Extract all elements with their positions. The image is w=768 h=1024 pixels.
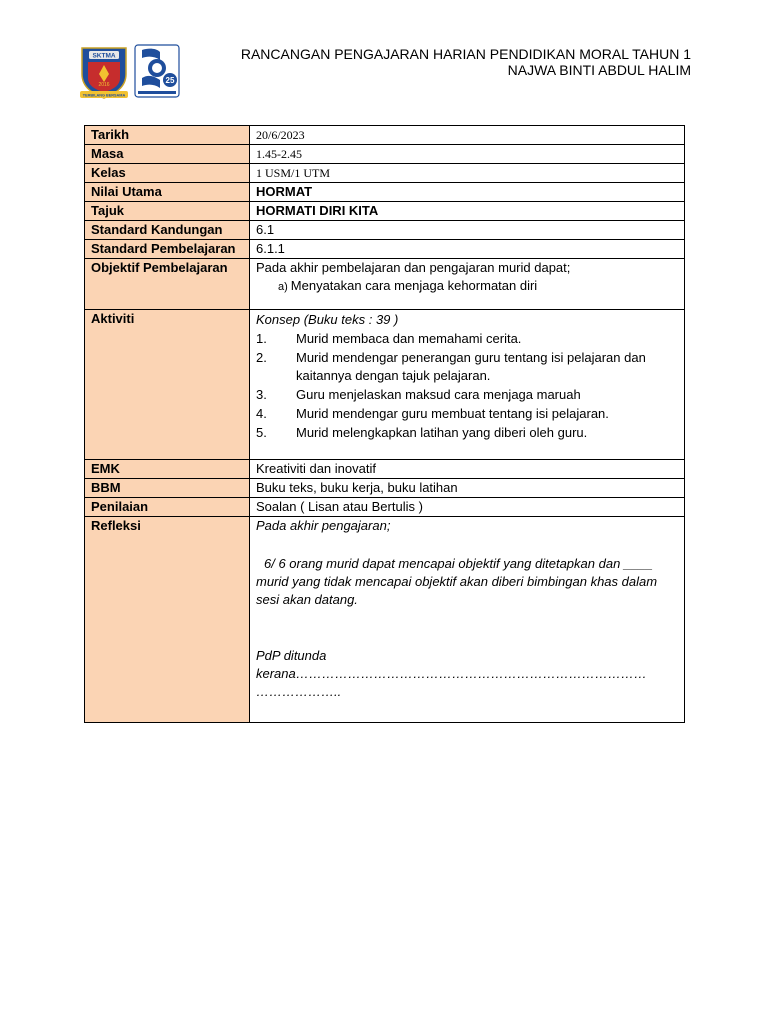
list-item-number: 2.: [256, 350, 267, 365]
refleksi-intro: Pada akhir pengajaran;: [256, 518, 391, 533]
list-item: [256, 405, 684, 423]
label-tajuk: Tajuk: [85, 202, 250, 221]
logo-25-number: 25: [165, 76, 175, 85]
document-title: RANCANGAN PENGAJARAN HARIAN PENDIDIKAN MORAL TAHUN 1: [240, 46, 691, 62]
label-refleksi: Refleksi: [85, 517, 250, 723]
anniversary-25-logo: [134, 44, 180, 98]
label-standard-pembelajaran: Standard Pembelajaran: [85, 240, 250, 259]
value-aktiviti: [250, 310, 685, 460]
value-emk: Kreativiti dan inovatif: [250, 460, 685, 479]
list-item-number: 1.: [256, 331, 267, 346]
value-tarikh: 20/6/2023: [250, 126, 685, 145]
list-item-text: Murid mendengar penerangan guru tentang isi pelajaran dan kaitannya dengan tajuk pelajaran.: [296, 350, 646, 383]
list-item: [256, 386, 684, 404]
row-standard-kandungan: [85, 221, 685, 240]
objektif-item-text: Menyatakan cara menjaga kehormatan diri: [290, 278, 538, 293]
sktma-school-logo: [80, 44, 128, 100]
row-kelas: [85, 164, 685, 183]
row-tarikh: [85, 126, 685, 145]
document-header: [241, 46, 691, 78]
value-tajuk: HORMATI DIRI KITA: [250, 202, 685, 221]
label-bbm: BBM: [85, 479, 250, 498]
value-objektif: [250, 259, 685, 310]
label-tarikh: Tarikh: [85, 126, 250, 145]
row-refleksi: [85, 517, 685, 723]
teacher-name: NAJWA BINTI ABDUL HALIM: [507, 62, 691, 78]
label-kelas: Kelas: [85, 164, 250, 183]
value-standard-kandungan: 6.1: [250, 221, 685, 240]
value-standard-pembelajaran: 6.1.1: [250, 240, 685, 259]
row-penilaian: [85, 498, 685, 517]
list-item-text: Guru menjelaskan maksud cara menjaga maruah: [296, 387, 581, 402]
row-emk: [85, 460, 685, 479]
value-penilaian: Soalan ( Lisan atau Bertulis ): [250, 498, 685, 517]
list-item-number: 3.: [256, 387, 267, 402]
objektif-intro: Pada akhir pembelajaran dan pengajaran murid dapat;: [256, 260, 571, 275]
value-refleksi: [250, 517, 685, 723]
label-objektif: Objektif Pembelajaran: [85, 259, 250, 310]
logo-year: 2016: [98, 82, 110, 88]
label-standard-kandungan: Standard Kandungan: [85, 221, 250, 240]
lesson-plan-table: [84, 125, 685, 723]
kerana-line: kerana………………………………………………………………………: [256, 666, 647, 681]
label-emk: EMK: [85, 460, 250, 479]
label-masa: Masa: [85, 145, 250, 164]
row-tajuk: [85, 202, 685, 221]
list-item-text: Murid membaca dan memahami cerita.: [296, 331, 522, 346]
list-item: [256, 349, 684, 385]
row-objektif: [85, 259, 685, 310]
aktiviti-intro: Konsep (Buku teks : 39 ): [256, 312, 399, 327]
label-nilai-utama: Nilai Utama: [85, 183, 250, 202]
list-item-text: Murid melengkapkan latihan yang diberi oleh guru.: [296, 425, 588, 440]
row-standard-pembelajaran: [85, 240, 685, 259]
value-bbm: Buku teks, buku kerja, buku latihan: [250, 479, 685, 498]
label-aktiviti: Aktiviti: [85, 310, 250, 460]
value-nilai-utama: HORMAT: [250, 183, 685, 202]
list-item-text: Murid mendengar guru membuat tentang isi pelajaran.: [296, 406, 609, 421]
row-aktiviti: [85, 310, 685, 460]
value-masa: 1.45-2.45: [250, 145, 685, 164]
list-item-number: 4.: [256, 406, 267, 421]
kerana-line-continuation: ………………..: [256, 684, 342, 699]
pdp-ditunda: PdP ditunda: [256, 648, 327, 663]
list-item: [256, 424, 684, 442]
objektif-item-label: a): [278, 281, 288, 293]
list-item: [256, 330, 684, 348]
value-kelas: 1 USM/1 UTM: [250, 164, 685, 183]
list-item-number: 5.: [256, 425, 267, 440]
logo-top-text: SKTMA: [92, 52, 116, 60]
objektif-item: [256, 277, 684, 296]
refleksi-paragraph: 6/ 6 orang murid dapat mencapai objektif yang ditetapkan dan ____ murid yang tidak mencapai objektif akan diberi bimbingan khas dalam sesi akan datang.: [256, 556, 658, 607]
label-penilaian: Penilaian: [85, 498, 250, 517]
logo-motto: TERBILANG BERSAMA: [82, 93, 126, 98]
row-nilai-utama: [85, 183, 685, 202]
row-bbm: [85, 479, 685, 498]
row-masa: [85, 145, 685, 164]
